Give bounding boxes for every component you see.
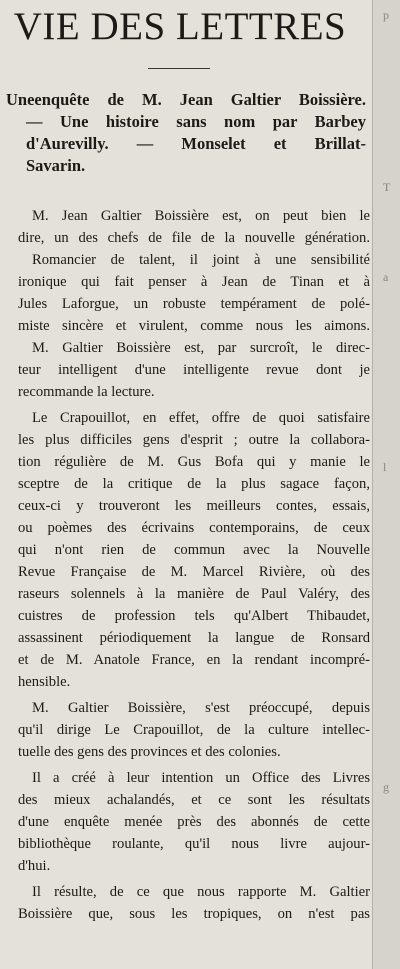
body-line: et de M. Anatole France, en la rendant incompré- bbox=[18, 652, 370, 668]
article-summary bbox=[6, 89, 366, 177]
summary-line: Uneenquête de M. Jean Galtier Boissière. bbox=[6, 90, 366, 109]
body-line: recommande la lecture. bbox=[18, 384, 155, 400]
body-line: les plus difficiles gens d'esprit ; outre la collabora- bbox=[18, 432, 370, 448]
article-body bbox=[18, 205, 370, 925]
body-line: dire, un des chefs de file de la nouvelle génération. bbox=[18, 230, 370, 246]
body-line: sceptre de la critique de la plus sagace façon, bbox=[18, 476, 370, 492]
body-line: bibliothèque roulante, qu'il nous livre aujour- bbox=[18, 836, 370, 852]
summary-line: d'Aurevilly. — Monselet et Brillat- bbox=[26, 134, 366, 153]
adjacent-column-fragment: p bbox=[383, 8, 389, 22]
title-divider bbox=[148, 68, 210, 69]
body-line: tuelle des gens des provinces et des colonies. bbox=[18, 744, 281, 760]
body-line: Il a créé à leur intention un Office des Livres bbox=[32, 770, 370, 786]
body-line: tion régulière de M. Gus Bofa qui y manie le bbox=[18, 454, 370, 470]
adjacent-column-fragment: T bbox=[383, 180, 391, 194]
body-line: miste sincère et virulent, comme nous les aimons. bbox=[18, 318, 370, 334]
body-line: M. Jean Galtier Boissière est, on peut bien le bbox=[32, 208, 370, 224]
body-line: Boissière que, sous les tropiques, on n'est pas bbox=[18, 906, 370, 922]
body-line: Il résulte, de ce que nous rapporte M. Galtier bbox=[32, 884, 370, 900]
body-line: ceux-ci y trouveront les meilleurs contes, essais, bbox=[18, 498, 370, 514]
body-line: assassinent périodiquement la langue de Ronsard bbox=[18, 630, 370, 646]
body-line: d'hui. bbox=[18, 858, 51, 874]
body-line: Romancier de talent, il joint à une sensibilité bbox=[32, 252, 370, 268]
body-line: Jules Laforgue, un robuste tempérament de polé- bbox=[18, 296, 370, 312]
summary-line: Savarin. bbox=[26, 156, 86, 175]
body-line: hensible. bbox=[18, 674, 71, 690]
body-line: Le Crapouillot, en effet, offre de quoi satisfaire bbox=[32, 410, 370, 426]
summary-line: — Une histoire sans nom par Barbey bbox=[26, 112, 366, 131]
body-line: Revue Française de M. Marcel Rivière, où des bbox=[18, 564, 370, 580]
body-line: teur intelligent d'une intelligente revue dont je bbox=[18, 362, 370, 378]
body-line: M. Galtier Boissière, s'est préoccupé, depuis bbox=[32, 700, 370, 716]
body-line: raseurs solennels à la manière de Paul Valéry, des bbox=[18, 586, 370, 602]
body-line: des mieux achalandés, et ce sont les résultats bbox=[18, 792, 370, 808]
article-title: VIE DES LETTRES bbox=[13, 5, 347, 48]
body-line: d'une enquête menée près des abonnés de cette bbox=[18, 814, 370, 830]
adjacent-column-edge bbox=[372, 0, 400, 969]
body-line: ironique qui fait penser à Jean de Tinan et à bbox=[18, 274, 370, 290]
body-line: qui n'ont rien de commun avec la Nouvelle bbox=[18, 542, 370, 558]
adjacent-column-fragment: g bbox=[383, 780, 389, 794]
body-line: cuistres de profession tels qu'Albert Thibaudet, bbox=[18, 608, 370, 624]
body-line: ou poèmes des écrivains contemporains, de ceux bbox=[18, 520, 370, 536]
body-line: M. Galtier Boissière est, par surcroît, le direc- bbox=[32, 340, 370, 356]
adjacent-column-fragment: l bbox=[383, 460, 387, 474]
adjacent-column-fragment: a bbox=[383, 270, 389, 284]
body-line: qu'il dirige Le Crapouillot, de la culture intellec- bbox=[18, 722, 370, 738]
